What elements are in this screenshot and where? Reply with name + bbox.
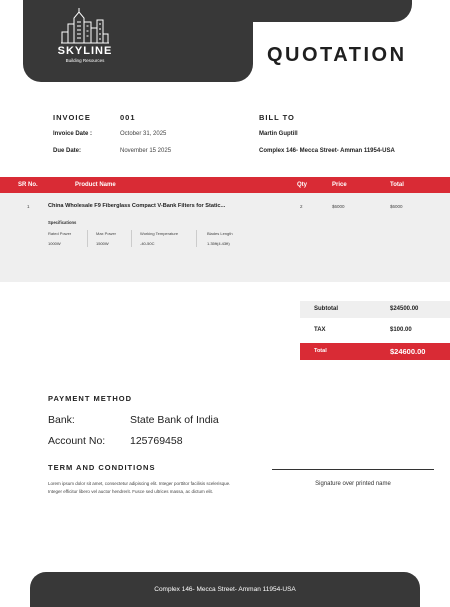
- invoice-date: October 31, 2025: [120, 131, 167, 137]
- spec-label: Max Power: [96, 231, 117, 236]
- terms-line: Lorem ipsum dolor sit amet, consectetur adipiscing elit. Integer porttitor facilisis scelerisque.: [48, 481, 231, 486]
- row-qty: 2: [300, 204, 303, 209]
- terms-heading: TERM AND CONDITIONS: [48, 463, 156, 472]
- table-header: [0, 177, 450, 193]
- invoice-number: 001: [120, 113, 136, 122]
- col-product: Product Name: [75, 182, 116, 188]
- header-tab: [230, 0, 412, 22]
- skyline-buildings-icon: [60, 8, 110, 44]
- signature-line: [272, 469, 434, 470]
- spec-label: Blades Length: [207, 231, 233, 236]
- invoice-date-label: Invoice Date :: [53, 131, 93, 137]
- footer-address: Complex 146- Mecca Street- Amman 11954-USA: [154, 586, 296, 593]
- account-value: 125769458: [130, 435, 183, 447]
- terms-line: Integer efficitur libero vel auctor hendrerit. Fusce sed ultrices massa, ac dictum elit.: [48, 488, 213, 494]
- spec-divider: [131, 230, 132, 247]
- spec-working-temperature: [140, 231, 178, 246]
- col-qty: Qty: [297, 182, 308, 188]
- bank-value: State Bank of India: [130, 414, 219, 426]
- spec-title: Specifications: [48, 220, 77, 225]
- payment-heading: PAYMENT METHOD: [48, 394, 133, 403]
- signature-label: Signature over printed name: [315, 481, 391, 487]
- table-row: [0, 193, 450, 282]
- col-total: Total: [390, 182, 404, 188]
- row-sr: 1: [27, 204, 30, 209]
- tax-row: [300, 322, 450, 339]
- bill-to-address: Complex 146- Mecca Street- Amman 11954-USA: [259, 148, 395, 154]
- company-logo: [51, 8, 119, 63]
- row-total: $6000: [390, 204, 403, 209]
- col-price: Price: [332, 182, 347, 188]
- spec-divider: [196, 230, 197, 247]
- bank-label: Bank:: [48, 414, 75, 426]
- subtotal-value: $24500.00: [390, 306, 419, 312]
- document-title: QUOTATION: [267, 44, 407, 66]
- bill-to-heading: BILL TO: [259, 113, 295, 122]
- subtotal-label: Subtotal: [314, 306, 338, 312]
- spec-value: -40-50C: [140, 241, 155, 246]
- due-date-label: Due Date:: [53, 148, 82, 154]
- row-product-name: China Wholesale F9 Fiberglass Compact V-Bank Filters for Static...: [48, 203, 226, 209]
- spec-value: 1500W: [96, 241, 109, 246]
- spec-rated-power: [48, 231, 71, 246]
- spec-value: 1000W: [48, 241, 61, 246]
- col-sr: SR No.: [18, 182, 38, 188]
- spec-max-power: [96, 231, 116, 246]
- footer: [30, 572, 420, 607]
- invoice-heading: INVOICE: [53, 113, 91, 122]
- tax-value: $100.00: [390, 327, 412, 333]
- row-price: $6000: [332, 204, 345, 209]
- spec-label: Working Temperature: [140, 231, 179, 236]
- terms-text: [48, 480, 253, 495]
- tax-label: TAX: [314, 327, 326, 333]
- brand-name: SKYLINE: [57, 45, 113, 57]
- account-label: Account No:: [48, 435, 106, 447]
- spec-divider: [87, 230, 88, 247]
- spec-value: 1.35ft(4.43ft): [207, 241, 230, 246]
- spec-label: Rated Power: [48, 231, 72, 236]
- logo-block: [23, 0, 253, 82]
- due-date: November 15 2025: [120, 148, 172, 154]
- bill-to-name: Martin Guptill: [259, 131, 298, 137]
- total-value: $24600.00: [390, 347, 426, 356]
- total-row: [300, 343, 450, 360]
- total-label: Total: [314, 348, 327, 354]
- brand-tagline: Building Resources: [65, 58, 105, 63]
- subtotal-row: [300, 301, 450, 318]
- spec-blades-length: [207, 231, 233, 246]
